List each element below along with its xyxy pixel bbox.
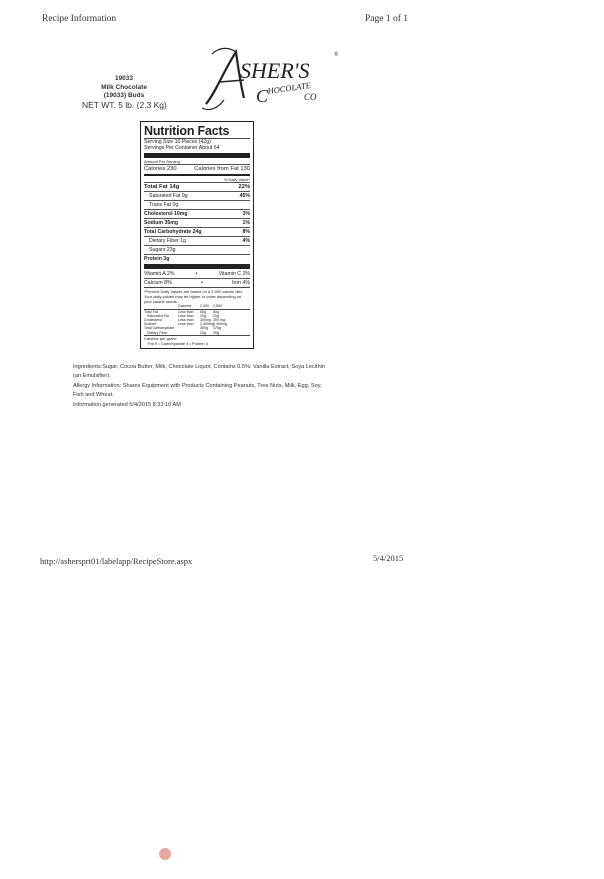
daily-value-header: % Daily Value*	[223, 177, 250, 183]
page-header-title: Recipe Information	[42, 14, 117, 24]
nutrient-row	[144, 182, 250, 191]
net-weight: NET WT. 5 lb. (2.3 Kg)	[82, 100, 167, 110]
nutrient-row	[144, 245, 250, 254]
table-cell: Saturated Fat	[147, 313, 169, 318]
nutrient-label: Protein 3g	[144, 256, 170, 263]
table-cell: Less than	[178, 317, 194, 322]
table-header-cell: Calories	[178, 304, 192, 309]
nutrient-row	[144, 200, 250, 209]
nutrient-row	[144, 254, 250, 263]
table-cell: 300 mg	[213, 317, 225, 322]
calories-from-fat: Calories from Fat 130	[194, 165, 250, 172]
table-cell: 2,400mg	[213, 322, 227, 327]
table-cell: 25g	[213, 313, 219, 318]
calories-value: Calories 230	[144, 165, 177, 172]
nutrient-dv: 45%	[239, 193, 250, 200]
nutrient-dv: 3%	[242, 211, 250, 218]
nutrient-label: Sodium 35mg	[144, 220, 179, 227]
table-cell: Less than	[178, 322, 194, 327]
table-cell: 30g	[213, 330, 219, 335]
mineral-row	[144, 278, 250, 287]
svg-text:®: ®	[334, 52, 339, 58]
table-cell: 2,400mg	[200, 322, 214, 327]
table-cell: 375g	[213, 326, 221, 331]
page-number: Page 1 of 1	[365, 14, 409, 24]
table-cell: Sodium	[144, 322, 157, 327]
table-cell: Total Carbohydrate	[144, 326, 175, 331]
product-variant: (19033) Buds	[103, 92, 145, 99]
nutrition-title: Nutrition Facts	[144, 124, 230, 138]
table-cell: Total Fat	[144, 309, 158, 314]
bullet: •	[200, 280, 203, 287]
table-header-cell: 2,500	[213, 304, 222, 309]
table-cell: Less than	[178, 309, 194, 314]
nutrient-label: Dietary Fiber 1g	[149, 238, 186, 245]
bullet: •	[195, 271, 198, 278]
nutrient-row	[144, 191, 250, 200]
table-cell: 65g	[200, 309, 206, 314]
table-cell: Cholesterol	[144, 317, 163, 322]
nutrient-dv: 1%	[242, 220, 250, 227]
table-cell: Dietary Fiber	[147, 330, 168, 335]
amount-per-serving: Amount Per Serving	[144, 158, 180, 164]
vitamin-c: Vitamin C 2%	[218, 271, 250, 278]
table-cell: 25g	[200, 330, 206, 335]
nutrient-row	[144, 236, 250, 245]
nutrient-row	[144, 218, 250, 227]
table-cell: 300mg	[200, 317, 211, 322]
footer-date: 5/4/2015	[373, 553, 404, 563]
nutrient-dv: 8%	[242, 229, 250, 236]
nutrient-label: Total Carbohydrate 24g	[144, 229, 202, 236]
ashers-logo	[198, 42, 343, 114]
nutrient-label: Sugars 23g	[149, 247, 176, 254]
nutrient-label: Cholesterol 10mg	[144, 211, 188, 218]
generated-timestamp: Information generated 5/4/2015 8:33:10 AM	[73, 402, 181, 408]
servings-per-container: Servings Per Container About 54	[144, 145, 220, 152]
calories-per-gram-label: Calories per gram:	[144, 335, 177, 341]
calcium: Calcium 8%	[144, 280, 172, 287]
vitamin-a: Vitamin A 2%	[144, 271, 175, 278]
product-code: 19033	[114, 75, 134, 82]
daily-value-footnote: *Percent Daily Values are based on a 2,000 calorie diet. Your daily values may be higher or lower depending on your calorie needs:	[144, 289, 243, 305]
table-cell: 80g	[213, 309, 219, 314]
logo-sub-initial: C	[256, 86, 269, 106]
daily-value-table-body	[144, 310, 250, 335]
logo-co-text: CO	[304, 92, 317, 102]
nutrient-dv: 22%	[238, 184, 250, 191]
logo-main-text: SHER'S	[240, 58, 310, 83]
logo-sub-text: HOCOLATE	[266, 80, 312, 96]
table-header-cell: 2,000	[200, 304, 209, 309]
product-name: Milk Chocolate	[101, 83, 147, 91]
vitamin-row	[144, 270, 250, 278]
nutrient-label: Total Fat 14g	[144, 184, 180, 191]
table-cell: 300g	[200, 326, 208, 331]
nutrient-row	[144, 209, 250, 218]
nutrient-label: Trans Fat 0g	[149, 202, 179, 209]
table-cell: 20g	[200, 313, 206, 318]
allergy-text: Allergy Information: Shares Equipment with Products Containing Peanuts, Tree Nuts, Milk, Egg, Soy, Fish and Wheat.	[73, 383, 322, 398]
serving-size: Serving Size 10 Pieces (42g)	[144, 139, 211, 145]
nutrient-dv: 4%	[242, 238, 250, 245]
product-info	[95, 75, 153, 101]
footer-url[interactable]: http://ashersprt01/labelapp/RecipeStore.aspx	[40, 556, 193, 566]
table-cell: Less than	[178, 313, 194, 318]
nutrient-row	[144, 227, 250, 236]
table-cell	[178, 331, 200, 335]
stain-dot	[159, 848, 171, 860]
ingredients-text: Ingredients:Sugar, Cocoa Butter, Milk, Chocolate Liquor, Contains 0.5%: Vanilla Extract, Soya Lecithin (an Emulsifier).	[73, 364, 326, 379]
calories-row	[144, 164, 250, 173]
nutrient-label: Saturated Fat 9g	[149, 193, 188, 200]
iron: Iron 4%	[232, 280, 250, 287]
calories-per-gram-values: Fat 9 • Carbohydrate 4 • Protein 4	[148, 340, 208, 346]
nutrition-facts-label	[140, 121, 254, 349]
table-header-cell	[144, 304, 178, 308]
